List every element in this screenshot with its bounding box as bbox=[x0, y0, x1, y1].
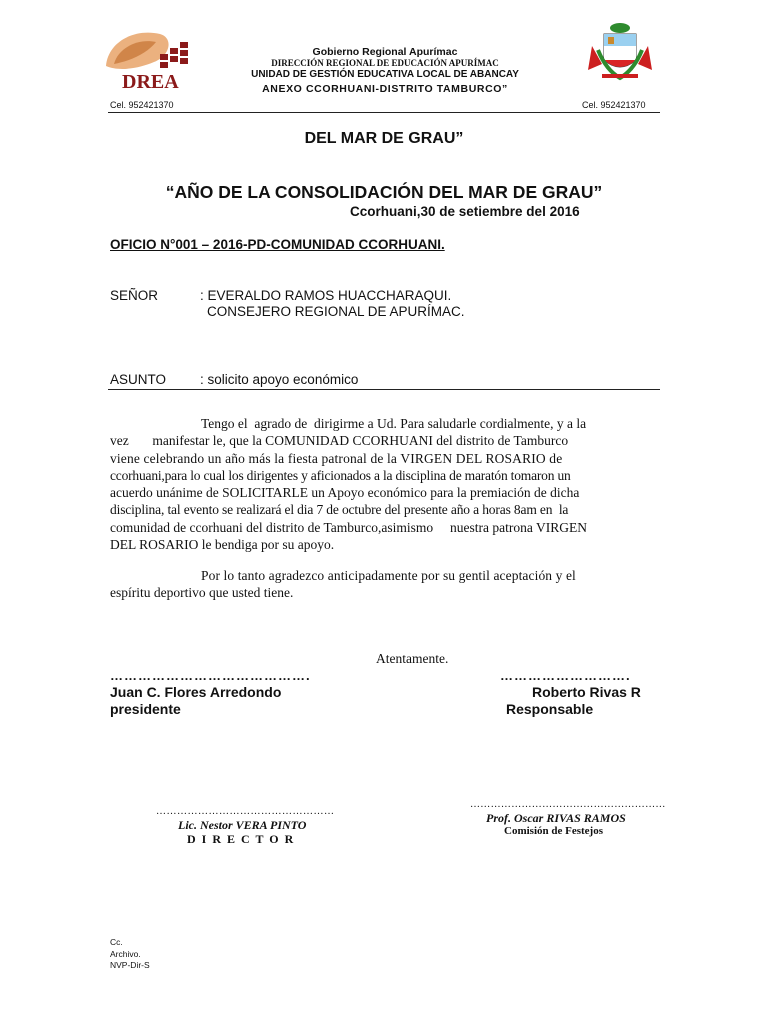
senor-name: : EVERALDO RAMOS HUACCHARAQUI. bbox=[200, 288, 452, 303]
senor-position: CONSEJERO REGIONAL DE APURÍMAC. bbox=[207, 304, 465, 319]
asunto-value: : solicito apoyo económico bbox=[200, 372, 359, 387]
body-line: espíritu deportivo que usted tiene. bbox=[110, 585, 294, 601]
signature-line-director: …………………………………………… bbox=[156, 806, 335, 817]
closing-text: Atentamente. bbox=[376, 651, 449, 666]
signer-left-role: presidente bbox=[110, 701, 181, 717]
header-line-ugel: UNIDAD DE GESTIÓN EDUCATIVA LOCAL DE ABANCAY bbox=[251, 69, 519, 80]
senor-label: SEÑOR bbox=[110, 288, 159, 303]
body-paragraph-1 bbox=[110, 415, 658, 553]
body-line: Tengo el agrado de dirigirme a Ud. Para saludarle cordialmente, y a la bbox=[201, 416, 587, 431]
body-line: DEL ROSARIO le bendiga por su apoyo. bbox=[110, 537, 335, 553]
body-line: comunidad de ccorhuani del distrito de Tamburco,asimismo nuestra patrona VIRGEN bbox=[110, 519, 587, 535]
body-line: ccorhuani,para lo cual los dirigentes y aficionados a la disciplina de maratón tomaron un bbox=[110, 467, 571, 483]
title-main: “AÑO DE LA CONSOLIDACIÓN DEL MAR DE GRAU” bbox=[165, 182, 603, 202]
header-line-gobierno: Gobierno Regional Apurímac bbox=[312, 46, 458, 58]
cel-left: Cel. 952421370 bbox=[110, 100, 174, 110]
director-role: D I R E C T O R bbox=[187, 832, 295, 846]
signer-right-role: Responsable bbox=[506, 701, 594, 717]
header-divider bbox=[108, 112, 660, 113]
signer-right-name: Roberto Rivas R bbox=[532, 684, 641, 700]
director-name: Lic. Nestor VERA PINTO bbox=[178, 818, 307, 832]
cc-line: Archivo. bbox=[110, 948, 141, 959]
signature-line-left: ……………………………………. bbox=[110, 668, 311, 683]
signature-line-professor: ………………………………………………… bbox=[470, 799, 666, 810]
coat-of-arms-emblem bbox=[584, 20, 656, 86]
drea-logo-text: DREA bbox=[122, 71, 179, 93]
body-line: viene celebrando un año más la fiesta patronal de la VIRGEN DEL ROSARIO de bbox=[110, 450, 563, 466]
body-line: acuerdo unánime de SOLICITARLE un Apoyo económico para la premiación de dicha bbox=[110, 485, 580, 501]
professor-role: Comisión de Festejos bbox=[504, 825, 603, 837]
title-small: DEL MAR DE GRAU” bbox=[304, 130, 464, 147]
body-paragraph-2 bbox=[110, 567, 658, 602]
cc-line: Cc. bbox=[110, 937, 123, 947]
header-line-direccion: DIRECCIÓN REGIONAL DE EDUCACIÓN APURÍMAC bbox=[271, 58, 499, 68]
drea-logo bbox=[100, 26, 198, 96]
asunto-label: ASUNTO bbox=[110, 372, 167, 387]
header-line-anexo: ANEXO CCORHUANI-DISTRITO TAMBURCO” bbox=[262, 83, 508, 95]
cc-block bbox=[110, 937, 150, 972]
signature-line-right: ………………………. bbox=[500, 668, 631, 683]
date-line: Ccorhuani,30 de setiembre del 2016 bbox=[350, 204, 580, 219]
body-line: disciplina, tal evento se realizará el dia 7 de octubre del presente año a horas 8am en la bbox=[110, 502, 569, 518]
oficio-number: OFICIO N°001 – 2016-PD-COMUNIDAD CCORHUANI. bbox=[110, 237, 445, 252]
professor-name: Prof. Oscar RIVAS RAMOS bbox=[486, 811, 626, 825]
asunto-divider bbox=[108, 389, 660, 390]
body-line: vez manifestar le, que la COMUNIDAD CCORHUANI del distrito de Tamburco bbox=[110, 433, 569, 449]
cel-right: Cel. 952421370 bbox=[582, 100, 646, 110]
cc-line: NVP-Dir-S bbox=[110, 960, 150, 970]
signer-left-name: Juan C. Flores Arredondo bbox=[110, 684, 282, 700]
body-line: Por lo tanto agradezco anticipadamente por su gentil aceptación y el bbox=[201, 568, 576, 583]
